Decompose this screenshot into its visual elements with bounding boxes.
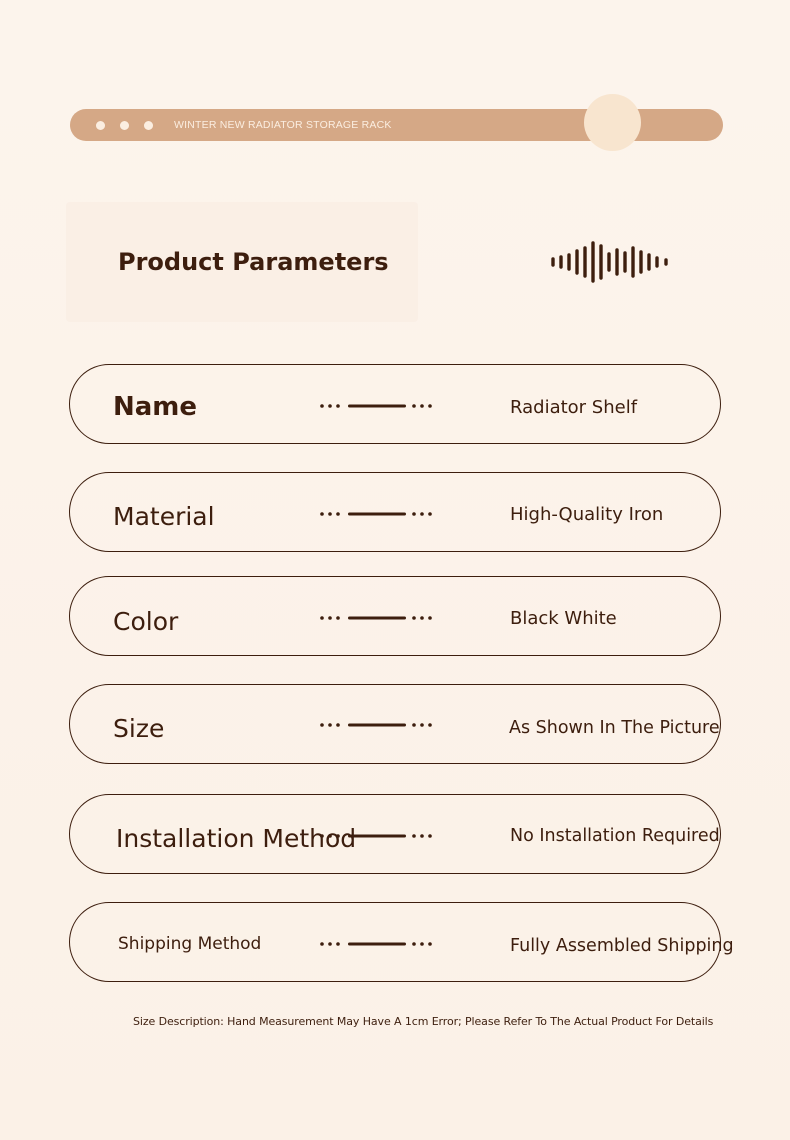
parameter-label: Installation Method: [116, 824, 357, 853]
dotted-line-icon: [320, 720, 432, 730]
parameter-label: Material: [113, 502, 215, 531]
sound-wave-icon: [548, 240, 674, 284]
parameter-row-installation-method: [69, 794, 721, 874]
parameter-label: Size: [113, 714, 165, 743]
parameter-row-color: [69, 576, 721, 656]
dotted-line-icon: [320, 401, 432, 411]
dot-icon: [120, 121, 129, 130]
parameter-row-name: [69, 364, 721, 444]
top-banner: [70, 109, 723, 141]
parameter-row-shipping-method: [69, 902, 734, 982]
parameter-label: Color: [113, 607, 179, 636]
parameter-label: Shipping Method: [118, 934, 262, 954]
parameter-row-material: [69, 472, 721, 552]
parameter-value: Radiator Shelf: [510, 397, 638, 418]
dotted-line-icon: [320, 939, 432, 949]
circle-icon: [584, 94, 641, 151]
page-title: Product Parameters: [118, 248, 389, 276]
parameter-row-size: [69, 684, 721, 764]
parameter-value: Fully Assembled Shipping: [510, 936, 734, 956]
dot-icon: [96, 121, 105, 130]
parameter-value: Black White: [510, 608, 617, 629]
parameter-value: No Installation Required: [510, 826, 720, 846]
banner-title: WINTER NEW RADIATOR STORAGE RACK: [174, 119, 392, 131]
dotted-line-icon: [320, 613, 432, 623]
parameter-value: High-Quality Iron: [510, 504, 664, 525]
parameter-label: Name: [113, 392, 198, 422]
dotted-line-icon: [320, 509, 432, 519]
size-description-note: Size Description: Hand Measurement May Have A 1cm Error; Please Refer To The Actual Product For Details: [133, 1015, 714, 1028]
parameter-value: As Shown In The Picture: [509, 718, 720, 738]
dot-icon: [144, 121, 153, 130]
